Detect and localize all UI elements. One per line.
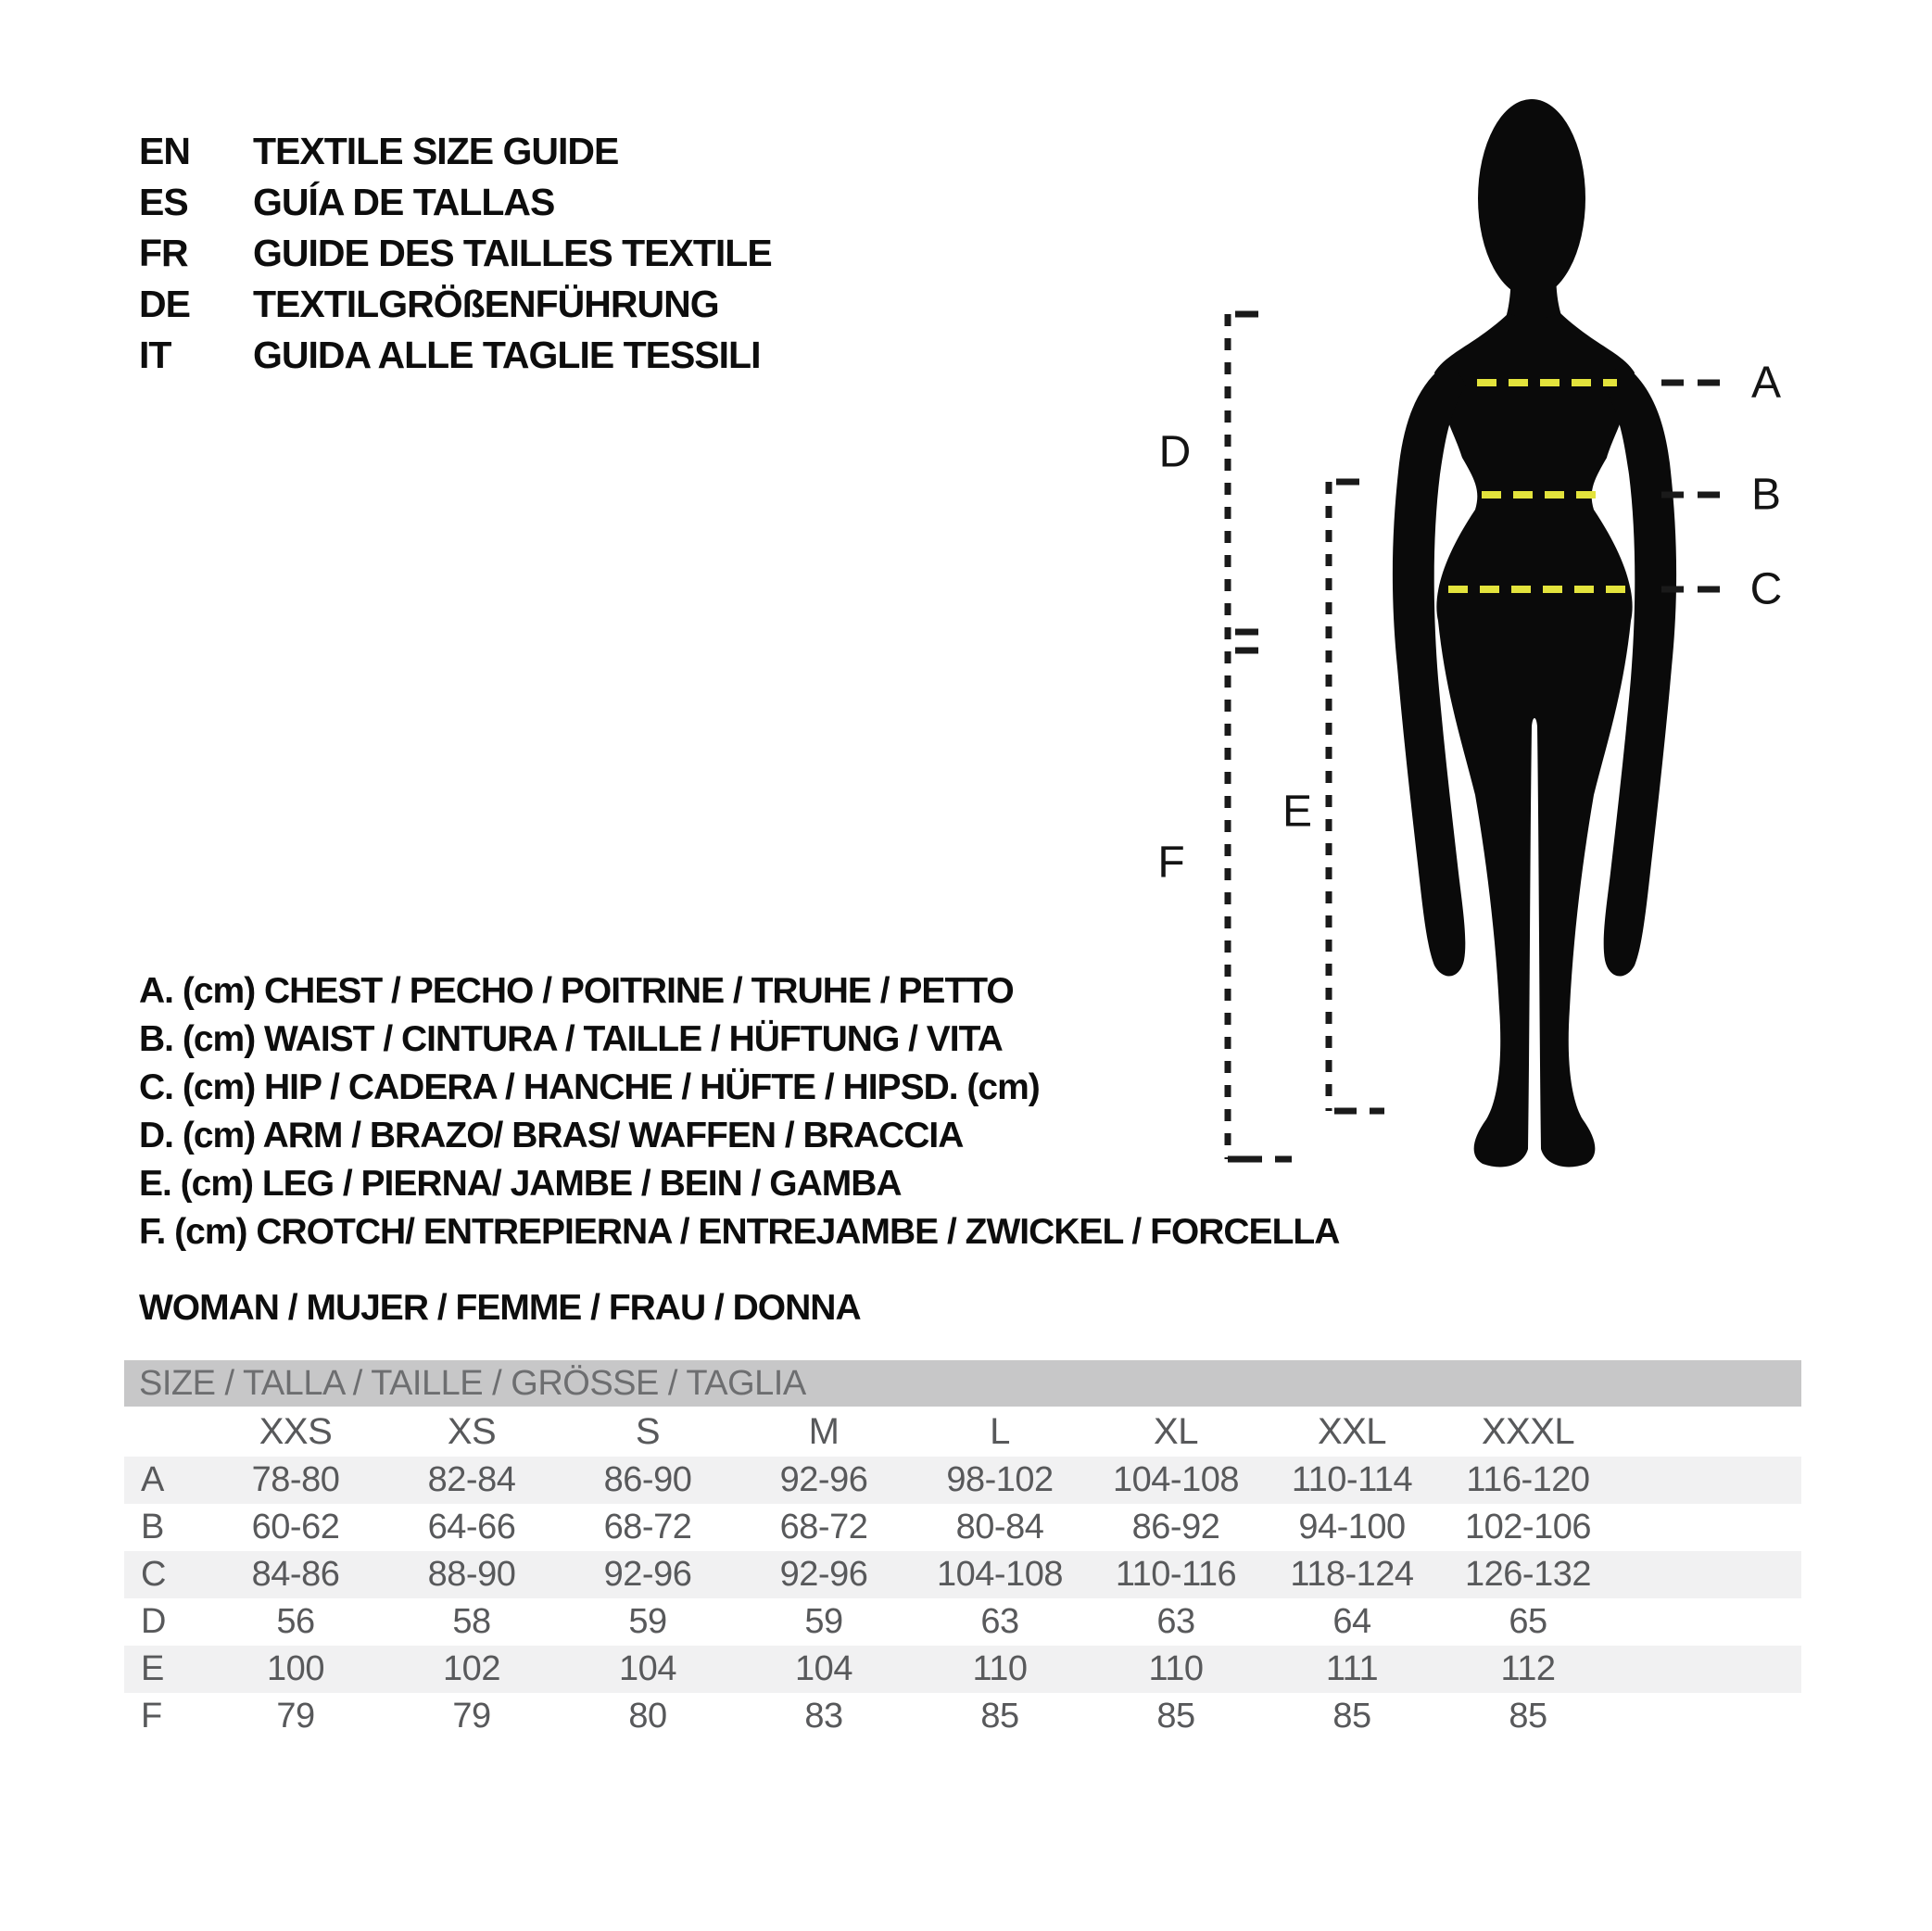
table-cell: 92-96: [779, 1460, 868, 1499]
table-cell: 64: [1332, 1602, 1371, 1641]
table-cell: 82-84: [427, 1460, 516, 1499]
table-row-crotch: [124, 1693, 1801, 1740]
row-label: D: [141, 1602, 166, 1641]
table-cell: 98-102: [946, 1460, 1054, 1499]
table-cell: 118-124: [1290, 1555, 1414, 1594]
table-cell: 112: [1500, 1649, 1556, 1688]
language-code: ES: [139, 181, 188, 223]
table-cell: 59: [804, 1602, 843, 1641]
table-cell: 110-114: [1291, 1460, 1413, 1499]
column-header-xs: XS: [447, 1410, 497, 1452]
language-code: IT: [139, 334, 171, 376]
table-cell: 116-120: [1466, 1460, 1590, 1499]
table-cell: 110: [1148, 1649, 1204, 1688]
guide-title: GUIDE DES TAILLES TEXTILE: [253, 232, 772, 274]
table-cell: 86-92: [1131, 1508, 1220, 1546]
table-cell: 68-72: [603, 1508, 692, 1546]
table-cell: 83: [804, 1697, 843, 1735]
table-cell: 88-90: [427, 1555, 516, 1594]
table-cell: 63: [1156, 1602, 1195, 1641]
table-cell: 104-108: [937, 1555, 1063, 1594]
table-cell: 79: [452, 1697, 491, 1735]
language-code: DE: [139, 283, 190, 325]
table-cell: 60-62: [251, 1508, 340, 1546]
legend-item-chest: A. (cm) CHEST / PECHO / POITRINE / TRUHE / PETTO: [139, 971, 1014, 1011]
column-header-m: M: [808, 1410, 840, 1452]
chest-label: A: [1750, 358, 1782, 408]
table-cell: 102-106: [1465, 1508, 1591, 1546]
table-row-waist: [124, 1504, 1801, 1551]
table-cell: 111: [1325, 1649, 1379, 1688]
guide-title: GUÍA DE TALLAS: [253, 181, 555, 223]
row-label: F: [141, 1697, 162, 1735]
language-code: FR: [139, 232, 188, 274]
leg-label: E: [1282, 787, 1313, 837]
row-label: E: [141, 1649, 164, 1688]
table-cell: 84-86: [251, 1555, 340, 1594]
table-cell: 85: [1156, 1697, 1195, 1735]
size-table: [124, 1360, 1801, 1740]
table-cell: 85: [1509, 1697, 1547, 1735]
table-cell: 126-132: [1465, 1555, 1591, 1594]
column-header-xxs: XXS: [259, 1410, 333, 1452]
measurement-legend: [139, 967, 1339, 1256]
guide-title: GUIDA ALLE TAGLIE TESSILI: [253, 334, 761, 376]
table-row-leg: [124, 1646, 1801, 1693]
size-table-title-bar: [124, 1360, 1801, 1407]
legend-item-leg: E. (cm) LEG / PIERNA/ JAMBE / BEIN / GAMBA: [139, 1164, 902, 1204]
table-cell: 79: [276, 1697, 315, 1735]
size-table-title: SIZE / TALLA / TAILLE / GRÖSSE / TAGLIA: [139, 1363, 806, 1403]
table-cell: 102: [443, 1649, 500, 1688]
table-cell: 78-80: [251, 1460, 340, 1499]
arm-label: D: [1158, 427, 1192, 477]
table-cell: 94-100: [1298, 1508, 1406, 1546]
waist-label: B: [1750, 470, 1782, 520]
guide-title: TEXTILGRÖßENFÜHRUNG: [253, 283, 719, 325]
table-cell: 104: [795, 1649, 852, 1688]
table-cell: 58: [452, 1602, 491, 1641]
table-cell: 86-90: [603, 1460, 692, 1499]
column-header-s: S: [635, 1410, 661, 1452]
legend-item-arm: D. (cm) ARM / BRAZO/ BRAS/ WAFFEN / BRACCIA: [139, 1116, 964, 1155]
table-cell: 80: [628, 1697, 667, 1735]
table-cell: 85: [1332, 1697, 1371, 1735]
table-cell: 104-108: [1113, 1460, 1239, 1499]
legend-item-hip: C. (cm) HIP / CADERA / HANCHE / HÜFTE / HIPSD. (cm): [139, 1067, 1040, 1107]
table-cell: 100: [267, 1649, 324, 1688]
table-cell: 85: [980, 1697, 1019, 1735]
silhouette-torso-legs: [1434, 313, 1635, 1167]
size-table-header-row: [124, 1407, 1801, 1457]
table-cell: 92-96: [779, 1555, 868, 1594]
guide-title: TEXTILE SIZE GUIDE: [253, 130, 619, 172]
column-header-xxxl: XXXL: [1481, 1410, 1575, 1452]
table-cell: 64-66: [427, 1508, 516, 1546]
table-cell: 68-72: [779, 1508, 868, 1546]
column-header-xxl: XXL: [1317, 1410, 1387, 1452]
language-code: EN: [139, 130, 190, 172]
row-label: A: [141, 1460, 164, 1499]
column-header-l: L: [990, 1410, 1010, 1452]
row-label: B: [141, 1508, 164, 1546]
woman-silhouette: [1393, 99, 1676, 1167]
table-cell: 80-84: [955, 1508, 1044, 1546]
hip-label: C: [1749, 564, 1783, 614]
column-header-xl: XL: [1154, 1410, 1198, 1452]
table-row-hip: [124, 1551, 1801, 1598]
table-row-arm: [124, 1598, 1801, 1646]
table-row-chest: [124, 1457, 1801, 1504]
legend-item-crotch: F. (cm) CROTCH/ ENTREPIERNA / ENTREJAMBE / ZWICKEL / FORCELLA: [139, 1212, 1340, 1252]
table-cell: 110-116: [1115, 1555, 1237, 1594]
table-cell: 63: [980, 1602, 1019, 1641]
table-cell: 92-96: [603, 1555, 692, 1594]
table-cell: 56: [276, 1602, 315, 1641]
table-cell: 65: [1509, 1602, 1547, 1641]
crotch-label: F: [1157, 838, 1185, 888]
row-label: C: [141, 1555, 166, 1594]
legend-item-waist: B. (cm) WAIST / CINTURA / TAILLE / HÜFTUNG / VITA: [139, 1019, 1003, 1059]
table-cell: 110: [972, 1649, 1028, 1688]
table-cell: 59: [628, 1602, 667, 1641]
table-cell: 104: [619, 1649, 676, 1688]
gender-heading: WOMAN / MUJER / FEMME / FRAU / DONNA: [139, 1288, 861, 1328]
